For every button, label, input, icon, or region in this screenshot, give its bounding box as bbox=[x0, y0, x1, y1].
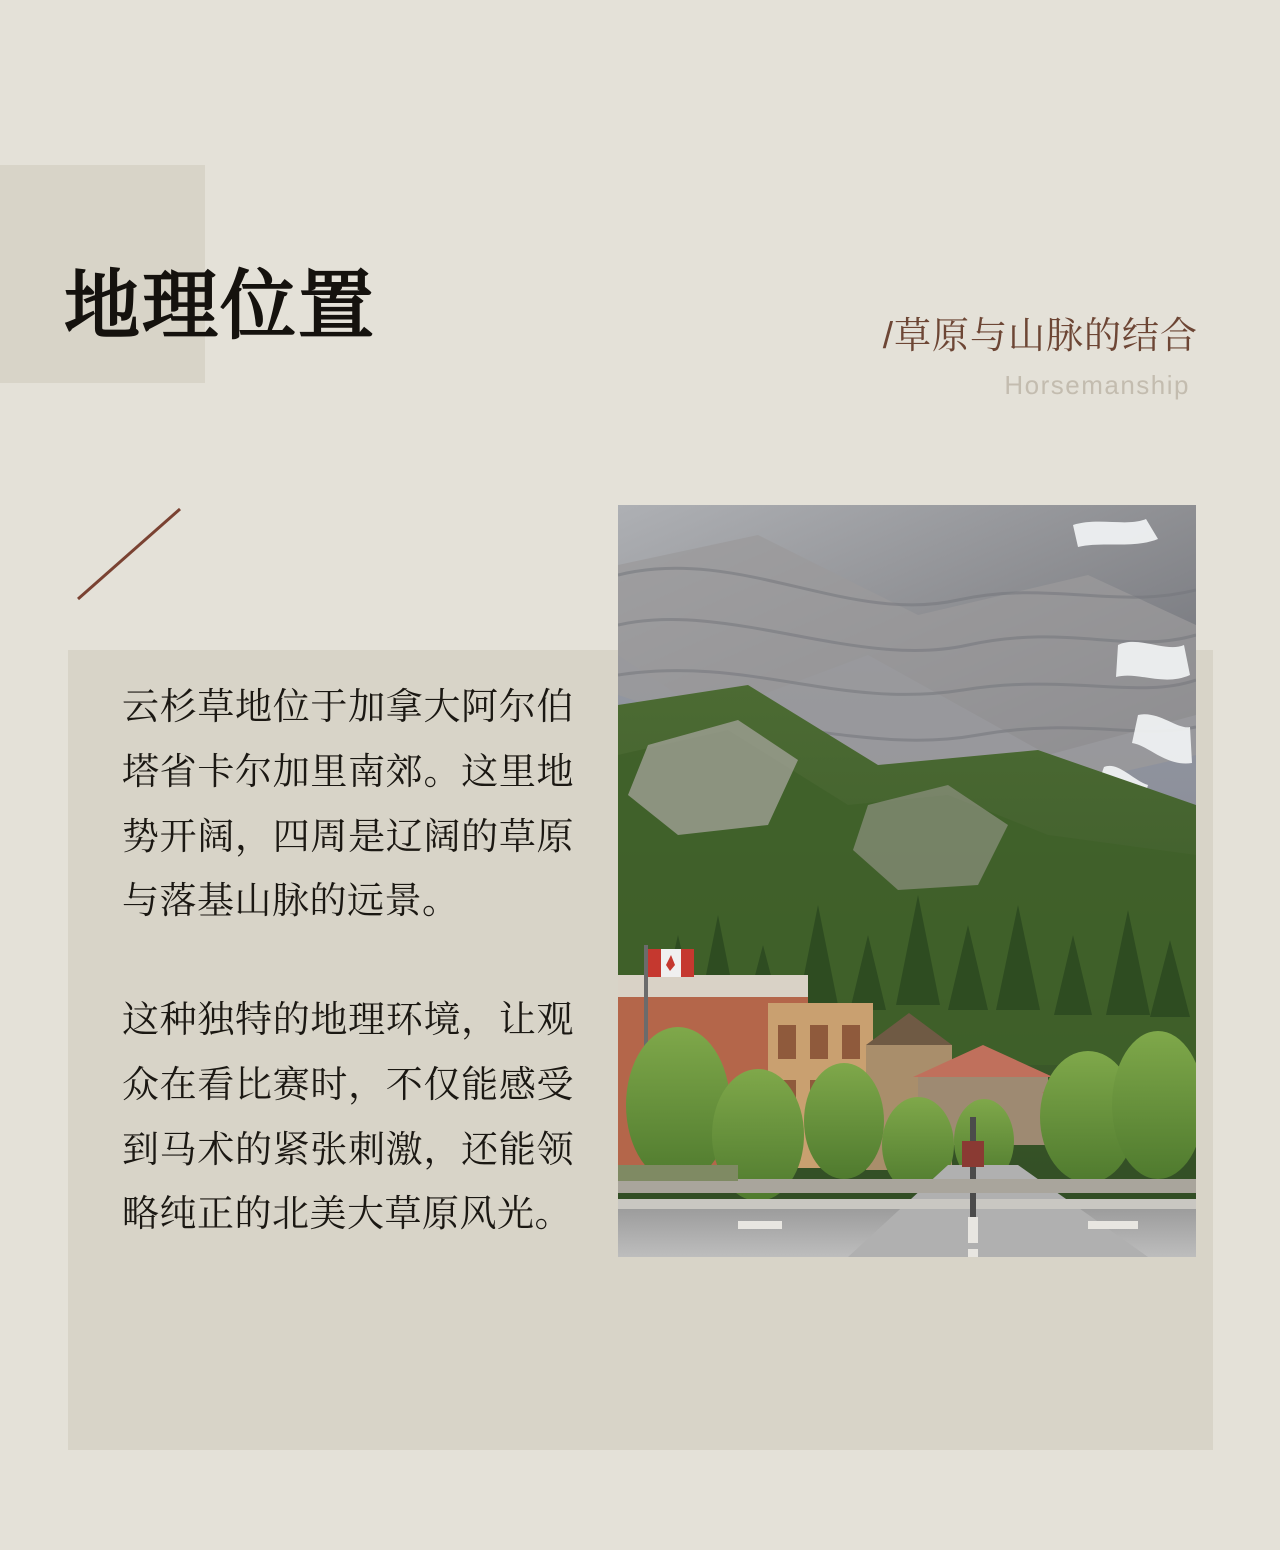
diagonal-line-icon bbox=[72, 505, 192, 605]
body-text bbox=[122, 675, 574, 1247]
scenery-photo bbox=[618, 505, 1196, 1257]
page-title: 地理位置 bbox=[64, 263, 376, 349]
subtitle-english: Horsemanship bbox=[1004, 370, 1190, 400]
paragraph-1: 云杉草地位于加拿大阿尔伯塔省卡尔加里南郊。这里地势开阔，四周是辽阔的草原与落基山脉的远景。 bbox=[122, 686, 574, 922]
subtitle-chinese: /草原与山脉的结合 bbox=[882, 315, 1198, 356]
paragraph-2: 这种独特的地理环境，让观众在看比赛时，不仅能感受到马术的紧张刺激，还能领略纯正的北美大草原风光。 bbox=[122, 999, 574, 1235]
